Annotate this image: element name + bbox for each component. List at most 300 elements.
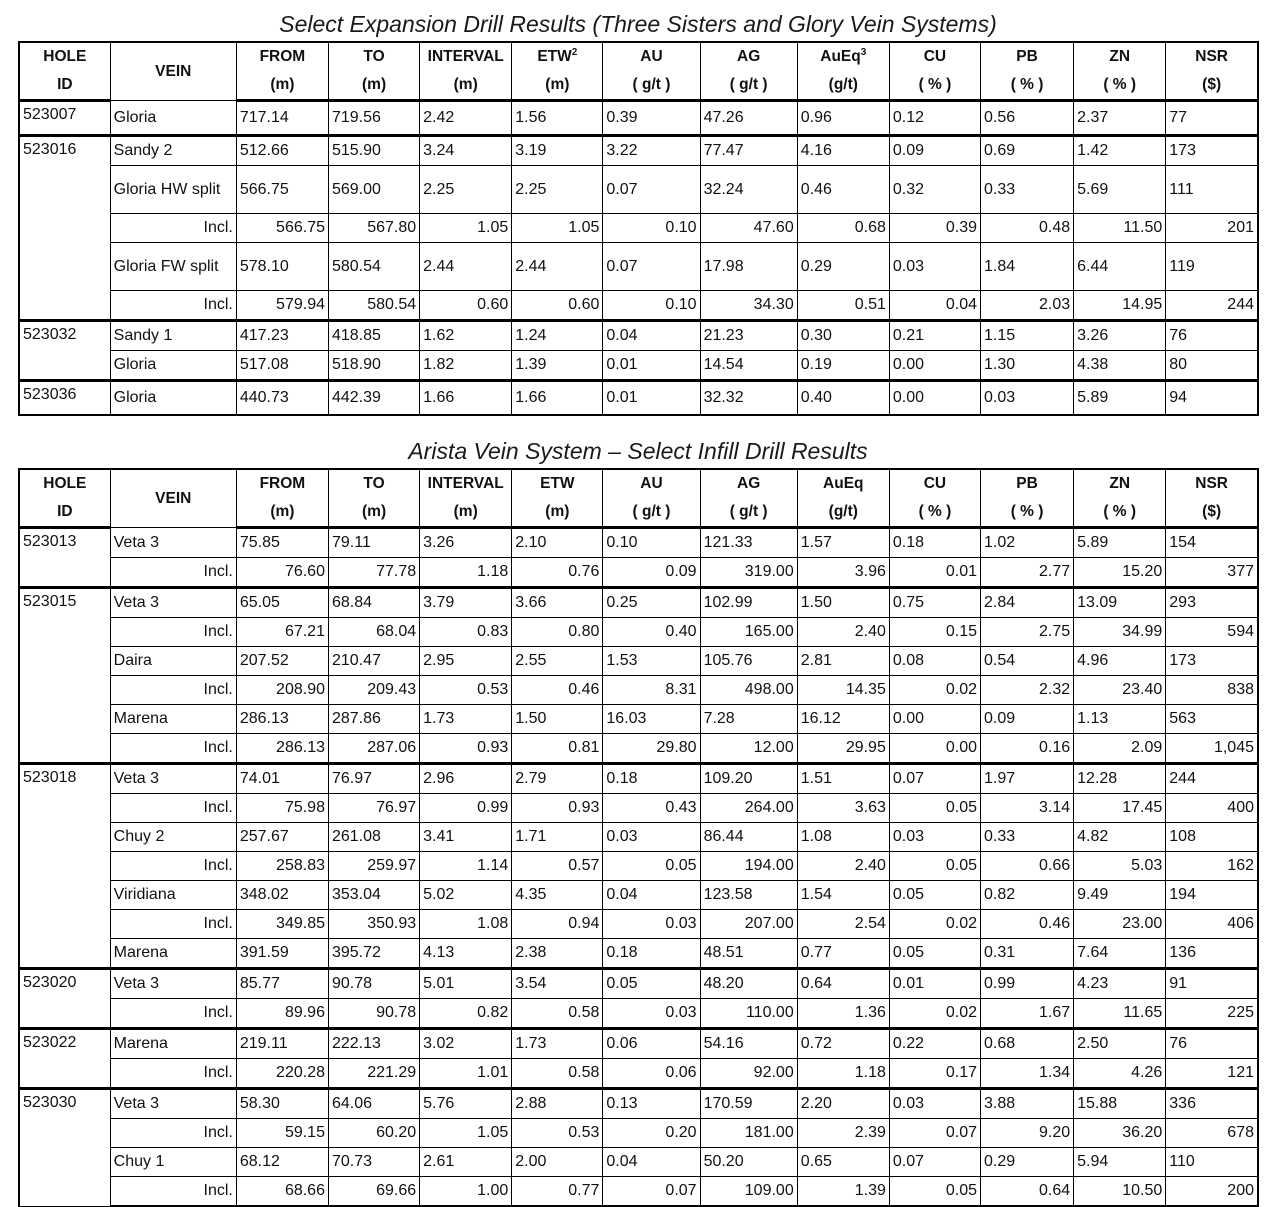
value-cell: 1.57	[797, 528, 889, 558]
vein-cell: Gloria HW split	[110, 166, 236, 214]
table-row	[19, 1148, 1258, 1177]
table-row	[19, 1029, 1258, 1059]
hole-id-cell: 523013	[19, 528, 110, 588]
value-cell: 219.11	[236, 1029, 328, 1059]
hole-id-cell: 523022	[19, 1029, 110, 1089]
vein-cell: Marena	[110, 939, 236, 969]
value-cell: 0.08	[889, 647, 980, 676]
header-hole: HOLE	[19, 469, 110, 498]
value-cell: 0.82	[420, 999, 512, 1029]
value-cell: 0.66	[981, 852, 1074, 881]
value-cell: 69.66	[328, 1177, 419, 1207]
header-ag: AG	[700, 469, 797, 498]
value-cell: 0.03	[603, 999, 700, 1029]
value-cell: 1.73	[512, 1029, 603, 1059]
value-cell: 518.90	[328, 351, 419, 381]
value-cell: 7.64	[1074, 939, 1166, 969]
header-from-unit: (m)	[236, 71, 328, 101]
value-cell: 80	[1166, 351, 1258, 381]
vein-incl-cell: Incl.	[110, 1119, 236, 1148]
table-row	[19, 910, 1258, 939]
value-cell: 1,045	[1166, 734, 1258, 764]
table-row	[19, 166, 1258, 214]
value-cell: 1.08	[420, 910, 512, 939]
value-cell: 0.77	[512, 1177, 603, 1207]
value-cell: 2.95	[420, 647, 512, 676]
value-cell: 244	[1166, 764, 1258, 794]
value-cell: 719.56	[328, 101, 419, 136]
value-cell: 0.30	[797, 321, 889, 351]
header-cu-unit: ( % )	[889, 498, 980, 528]
value-cell: 0.99	[420, 794, 512, 823]
vein-incl-cell: Incl.	[110, 734, 236, 764]
header-aueq: AuEq$^3$	[797, 42, 889, 71]
value-cell: 0.07	[889, 1119, 980, 1148]
value-cell: 0.04	[603, 881, 700, 910]
value-cell: 594	[1166, 618, 1258, 647]
table-row	[19, 291, 1258, 321]
value-cell: 8.31	[603, 676, 700, 705]
value-cell: 136	[1166, 939, 1258, 969]
value-cell: 4.96	[1074, 647, 1166, 676]
value-cell: 0.03	[603, 823, 700, 852]
value-cell: 3.66	[512, 588, 603, 618]
vein-incl-cell: Incl.	[110, 794, 236, 823]
vein-cell: Marena	[110, 1029, 236, 1059]
value-cell: 68.04	[328, 618, 419, 647]
value-cell: 440.73	[236, 381, 328, 416]
value-cell: 23.00	[1074, 910, 1166, 939]
value-cell: 91	[1166, 969, 1258, 999]
value-cell: 1.50	[512, 705, 603, 734]
table-row	[19, 101, 1258, 136]
header-nsr: NSR	[1166, 42, 1258, 71]
table-row	[19, 705, 1258, 734]
vein-cell: Viridiana	[110, 881, 236, 910]
hole-id-cell: 523018	[19, 764, 110, 969]
value-cell: 0.65	[797, 1148, 889, 1177]
vein-cell: Sandy 2	[110, 136, 236, 166]
header-interval-unit: (m)	[420, 498, 512, 528]
value-cell: 209.43	[328, 676, 419, 705]
value-cell: 3.19	[512, 136, 603, 166]
vein-incl-cell: Incl.	[110, 1059, 236, 1089]
value-cell: 0.81	[512, 734, 603, 764]
value-cell: 1.18	[797, 1059, 889, 1089]
value-cell: 1.56	[512, 101, 603, 136]
vein-cell: Veta 3	[110, 528, 236, 558]
value-cell: 1.15	[981, 321, 1074, 351]
value-cell: 123.58	[700, 881, 797, 910]
value-cell: 4.82	[1074, 823, 1166, 852]
table2-title: Arista Vein System – Select Infill Drill Results	[408, 438, 868, 464]
value-cell: 76.60	[236, 558, 328, 588]
table-row	[19, 939, 1258, 969]
header-from: FROM	[236, 469, 328, 498]
table-row	[19, 852, 1258, 881]
value-cell: 12.28	[1074, 764, 1166, 794]
value-cell: 391.59	[236, 939, 328, 969]
value-cell: 0.76	[512, 558, 603, 588]
vein-incl-cell: Incl.	[110, 852, 236, 881]
value-cell: 2.25	[512, 166, 603, 214]
value-cell: 17.98	[700, 243, 797, 291]
table-row	[19, 734, 1258, 764]
table1-title: Select Expansion Drill Results (Three Sisters and Glory Vein Systems)	[279, 11, 997, 37]
value-cell: 0.05	[889, 939, 980, 969]
value-cell: 201	[1166, 214, 1258, 243]
vein-incl-cell: Incl.	[110, 558, 236, 588]
value-cell: 0.02	[889, 910, 980, 939]
header-from-unit: (m)	[236, 498, 328, 528]
vein-incl-cell: Incl.	[110, 999, 236, 1029]
table-row	[19, 676, 1258, 705]
value-cell: 5.69	[1074, 166, 1166, 214]
value-cell: 5.94	[1074, 1148, 1166, 1177]
value-cell: 0.03	[981, 381, 1074, 416]
value-cell: 0.53	[512, 1119, 603, 1148]
value-cell: 109.00	[700, 1177, 797, 1207]
value-cell: 0.19	[797, 351, 889, 381]
header-aueq: AuEq	[797, 469, 889, 498]
value-cell: 59.15	[236, 1119, 328, 1148]
header-etw: ETW$^2$	[512, 42, 603, 71]
value-cell: 0.48	[981, 214, 1074, 243]
value-cell: 1.30	[981, 351, 1074, 381]
value-cell: 1.53	[603, 647, 700, 676]
value-cell: 2.88	[512, 1089, 603, 1119]
hole-id-cell: 523036	[19, 381, 110, 416]
value-cell: 0.56	[981, 101, 1074, 136]
value-cell: 0.29	[797, 243, 889, 291]
table-row	[19, 1177, 1258, 1207]
value-cell: 12.00	[700, 734, 797, 764]
value-cell: 3.41	[420, 823, 512, 852]
value-cell: 580.54	[328, 243, 419, 291]
value-cell: 225	[1166, 999, 1258, 1029]
value-cell: 2.03	[981, 291, 1074, 321]
value-cell: 0.60	[512, 291, 603, 321]
value-cell: 2.20	[797, 1089, 889, 1119]
value-cell: 60.20	[328, 1119, 419, 1148]
header-cu: CU	[889, 469, 980, 498]
value-cell: 2.37	[1074, 101, 1166, 136]
value-cell: 0.64	[797, 969, 889, 999]
value-cell: 0.33	[981, 823, 1074, 852]
value-cell: 0.40	[797, 381, 889, 416]
value-cell: 1.05	[420, 214, 512, 243]
value-cell: 0.18	[603, 764, 700, 794]
header-pb: PB	[981, 42, 1074, 71]
value-cell: 0.03	[889, 243, 980, 291]
value-cell: 48.20	[700, 969, 797, 999]
value-cell: 194.00	[700, 852, 797, 881]
value-cell: 0.04	[603, 321, 700, 351]
table-row	[19, 647, 1258, 676]
value-cell: 293	[1166, 588, 1258, 618]
header-to: TO	[328, 469, 419, 498]
value-cell: 3.22	[603, 136, 700, 166]
value-cell: 569.00	[328, 166, 419, 214]
value-cell: 5.76	[420, 1089, 512, 1119]
value-cell: 348.02	[236, 881, 328, 910]
vein-cell: Gloria FW split	[110, 243, 236, 291]
table-row	[19, 136, 1258, 166]
value-cell: 2.79	[512, 764, 603, 794]
value-cell: 15.20	[1074, 558, 1166, 588]
value-cell: 2.84	[981, 588, 1074, 618]
value-cell: 0.03	[889, 1089, 980, 1119]
value-cell: 838	[1166, 676, 1258, 705]
value-cell: 3.88	[981, 1089, 1074, 1119]
header-au-unit: ( g/t )	[603, 71, 700, 101]
value-cell: 64.06	[328, 1089, 419, 1119]
header-interval-unit: (m)	[420, 71, 512, 101]
table-row	[19, 999, 1258, 1029]
value-cell: 377	[1166, 558, 1258, 588]
value-cell: 0.06	[603, 1029, 700, 1059]
value-cell: 0.51	[797, 291, 889, 321]
value-cell: 0.31	[981, 939, 1074, 969]
value-cell: 5.03	[1074, 852, 1166, 881]
table-row	[19, 1119, 1258, 1148]
value-cell: 0.69	[981, 136, 1074, 166]
header-zn: ZN	[1074, 42, 1166, 71]
value-cell: 1.97	[981, 764, 1074, 794]
value-cell: 89.96	[236, 999, 328, 1029]
value-cell: 2.50	[1074, 1029, 1166, 1059]
value-cell: 74.01	[236, 764, 328, 794]
value-cell: 1.34	[981, 1059, 1074, 1089]
value-cell: 1.51	[797, 764, 889, 794]
value-cell: 0.07	[603, 243, 700, 291]
value-cell: 29.95	[797, 734, 889, 764]
value-cell: 0.25	[603, 588, 700, 618]
value-cell: 14.95	[1074, 291, 1166, 321]
value-cell: 0.04	[889, 291, 980, 321]
value-cell: 207.00	[700, 910, 797, 939]
value-cell: 0.99	[981, 969, 1074, 999]
value-cell: 0.05	[603, 852, 700, 881]
header-zn: ZN	[1074, 469, 1166, 498]
value-cell: 1.00	[420, 1177, 512, 1207]
value-cell: 1.01	[420, 1059, 512, 1089]
vein-incl-cell: Incl.	[110, 676, 236, 705]
value-cell: 0.05	[889, 794, 980, 823]
value-cell: 0.53	[420, 676, 512, 705]
value-cell: 165.00	[700, 618, 797, 647]
header-au: AU	[603, 469, 700, 498]
value-cell: 50.20	[700, 1148, 797, 1177]
value-cell: 515.90	[328, 136, 419, 166]
value-cell: 0.00	[889, 381, 980, 416]
value-cell: 2.42	[420, 101, 512, 136]
header-pb-unit: ( % )	[981, 498, 1074, 528]
value-cell: 2.81	[797, 647, 889, 676]
value-cell: 5.89	[1074, 528, 1166, 558]
value-cell: 418.85	[328, 321, 419, 351]
value-cell: 23.40	[1074, 676, 1166, 705]
value-cell: 3.24	[420, 136, 512, 166]
value-cell: 406	[1166, 910, 1258, 939]
value-cell: 32.24	[700, 166, 797, 214]
value-cell: 67.21	[236, 618, 328, 647]
header-cu-unit: ( % )	[889, 71, 980, 101]
table-row	[19, 1089, 1258, 1119]
infill-results-table	[18, 468, 1259, 1207]
header-from: FROM	[236, 42, 328, 71]
value-cell: 162	[1166, 852, 1258, 881]
vein-cell: Gloria	[110, 381, 236, 416]
value-cell: 2.32	[981, 676, 1074, 705]
value-cell: 2.25	[420, 166, 512, 214]
value-cell: 0.46	[512, 676, 603, 705]
hole-id-cell: 523032	[19, 321, 110, 381]
value-cell: 353.04	[328, 881, 419, 910]
value-cell: 119	[1166, 243, 1258, 291]
value-cell: 442.39	[328, 381, 419, 416]
value-cell: 0.16	[981, 734, 1074, 764]
value-cell: 0.39	[603, 101, 700, 136]
value-cell: 1.05	[512, 214, 603, 243]
value-cell: 79.11	[328, 528, 419, 558]
value-cell: 76	[1166, 321, 1258, 351]
value-cell: 0.60	[420, 291, 512, 321]
value-cell: 5.01	[420, 969, 512, 999]
value-cell: 34.99	[1074, 618, 1166, 647]
value-cell: 0.64	[981, 1177, 1074, 1207]
value-cell: 77.78	[328, 558, 419, 588]
value-cell: 0.10	[603, 214, 700, 243]
value-cell: 417.23	[236, 321, 328, 351]
value-cell: 0.07	[889, 764, 980, 794]
value-cell: 4.38	[1074, 351, 1166, 381]
vein-cell: Gloria	[110, 351, 236, 381]
value-cell: 2.55	[512, 647, 603, 676]
value-cell: 109.20	[700, 764, 797, 794]
value-cell: 2.40	[797, 852, 889, 881]
value-cell: 0.77	[797, 939, 889, 969]
hole-id-cell: 523015	[19, 588, 110, 764]
value-cell: 16.12	[797, 705, 889, 734]
value-cell: 10.50	[1074, 1177, 1166, 1207]
value-cell: 65.05	[236, 588, 328, 618]
value-cell: 110	[1166, 1148, 1258, 1177]
value-cell: 580.54	[328, 291, 419, 321]
value-cell: 70.73	[328, 1148, 419, 1177]
value-cell: 286.13	[236, 734, 328, 764]
value-cell: 0.02	[889, 676, 980, 705]
value-cell: 77.47	[700, 136, 797, 166]
value-cell: 1.08	[797, 823, 889, 852]
value-cell: 3.54	[512, 969, 603, 999]
value-cell: 0.17	[889, 1059, 980, 1089]
value-cell: 0.94	[512, 910, 603, 939]
value-cell: 220.28	[236, 1059, 328, 1089]
value-cell: 1.13	[1074, 705, 1166, 734]
table-row	[19, 1059, 1258, 1089]
table-row	[19, 351, 1258, 381]
header-vein: VEIN	[110, 469, 236, 528]
value-cell: 0.93	[420, 734, 512, 764]
value-cell: 1.66	[420, 381, 512, 416]
value-cell: 2.39	[797, 1119, 889, 1148]
table-row	[19, 558, 1258, 588]
value-cell: 1.18	[420, 558, 512, 588]
header-ag-unit: ( g/t )	[700, 71, 797, 101]
value-cell: 170.59	[700, 1089, 797, 1119]
value-cell: 1.66	[512, 381, 603, 416]
value-cell: 154	[1166, 528, 1258, 558]
vein-cell: Veta 3	[110, 969, 236, 999]
value-cell: 5.02	[420, 881, 512, 910]
value-cell: 498.00	[700, 676, 797, 705]
table-row	[19, 764, 1258, 794]
value-cell: 4.16	[797, 136, 889, 166]
value-cell: 86.44	[700, 823, 797, 852]
value-cell: 121.33	[700, 528, 797, 558]
value-cell: 0.05	[889, 852, 980, 881]
value-cell: 566.75	[236, 214, 328, 243]
value-cell: 76.97	[328, 764, 419, 794]
value-cell: 1.73	[420, 705, 512, 734]
value-cell: 0.75	[889, 588, 980, 618]
value-cell: 0.07	[603, 166, 700, 214]
value-cell: 2.77	[981, 558, 1074, 588]
value-cell: 0.20	[603, 1119, 700, 1148]
value-cell: 90.78	[328, 969, 419, 999]
value-cell: 200	[1166, 1177, 1258, 1207]
value-cell: 16.03	[603, 705, 700, 734]
value-cell: 258.83	[236, 852, 328, 881]
vein-cell: Veta 3	[110, 1089, 236, 1119]
table-row	[19, 528, 1258, 558]
value-cell: 14.35	[797, 676, 889, 705]
value-cell: 5.89	[1074, 381, 1166, 416]
value-cell: 2.44	[420, 243, 512, 291]
header-etw-unit: (m)	[512, 71, 603, 101]
value-cell: 1.02	[981, 528, 1074, 558]
value-cell: 1.36	[797, 999, 889, 1029]
value-cell: 257.67	[236, 823, 328, 852]
value-cell: 0.46	[981, 910, 1074, 939]
value-cell: 287.06	[328, 734, 419, 764]
header-nsr-unit: ($)	[1166, 71, 1258, 101]
vein-cell: Daira	[110, 647, 236, 676]
value-cell: 3.26	[420, 528, 512, 558]
value-cell: 578.10	[236, 243, 328, 291]
value-cell: 2.09	[1074, 734, 1166, 764]
value-cell: 47.26	[700, 101, 797, 136]
hole-id-cell: 523016	[19, 136, 110, 321]
value-cell: 77	[1166, 101, 1258, 136]
value-cell: 244	[1166, 291, 1258, 321]
value-cell: 29.80	[603, 734, 700, 764]
value-cell: 75.98	[236, 794, 328, 823]
value-cell: 2.10	[512, 528, 603, 558]
value-cell: 2.00	[512, 1148, 603, 1177]
table-row	[19, 243, 1258, 291]
value-cell: 717.14	[236, 101, 328, 136]
value-cell: 0.03	[889, 823, 980, 852]
value-cell: 173	[1166, 136, 1258, 166]
value-cell: 75.85	[236, 528, 328, 558]
value-cell: 0.93	[512, 794, 603, 823]
header-pb: PB	[981, 469, 1074, 498]
value-cell: 7.28	[700, 705, 797, 734]
table-row	[19, 794, 1258, 823]
value-cell: 0.00	[889, 351, 980, 381]
